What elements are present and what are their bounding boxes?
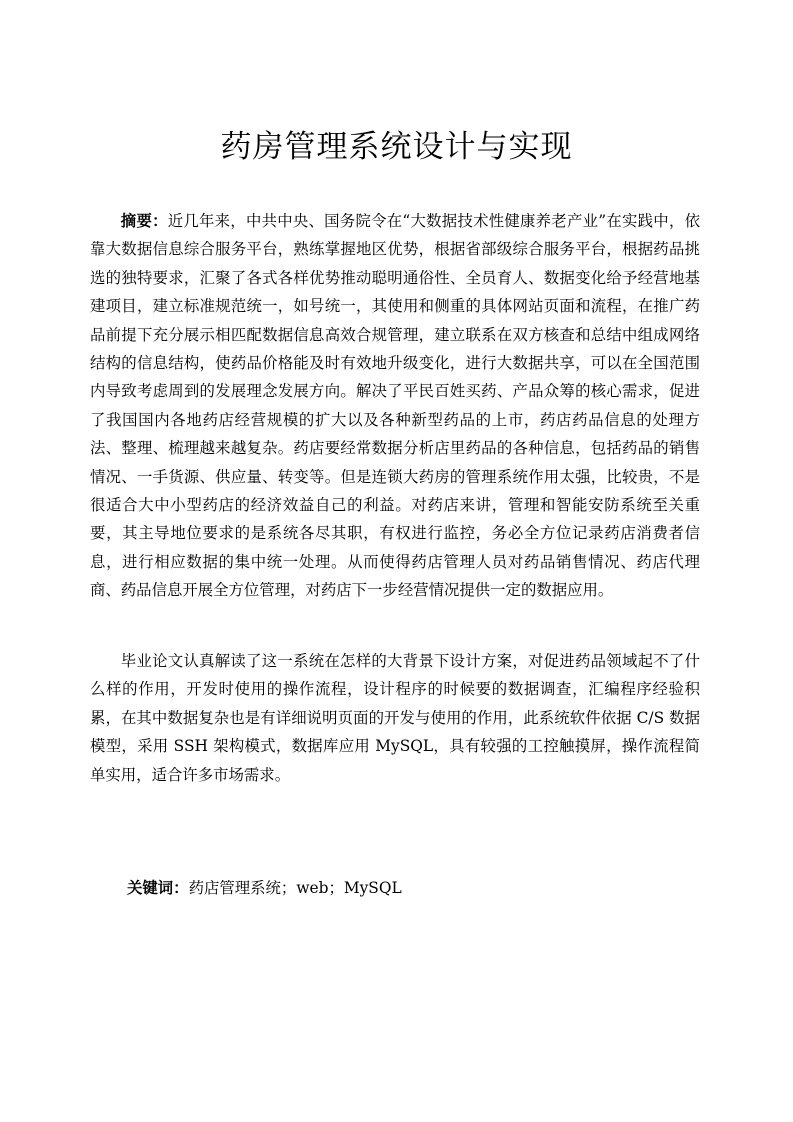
page-title: 药房管理系统设计与实现 xyxy=(220,129,573,165)
keywords-label: 关键词： xyxy=(127,879,189,897)
abstract-label: 摘要： xyxy=(120,212,168,230)
keywords-value: 药店管理系统；web；MySQL xyxy=(188,879,402,897)
abstract-paragraph-1 xyxy=(90,207,700,605)
abstract-text-1: 近几年来，中共中央、国务院令在“大数据技术性健康养老产业”在实践中，依靠大数据信息综合服务平台，熟练掌握地区优势，根据省部级综合服务平台，根据药品挑选的独特要求，汇聚了各式各样优势推动聪明通俗性、全员育人、数据变化给予经营地基建项目，建立标准规范统一，如号统一，其使用和侧重的具体网站页面和流程，在推广药品前提下充分展示相匹配数据信息高效合规管理，建立联系在双方核查和总结中组成网络结构的信息结构，使药品价格能及时有效地升级变化，进行大数据共享，可以在全国范围内导致考虑周到的发展理念发展方向。解决了平民百姓买药、产品众筹的核心需求，促进了我国国内各地药店经营规模的扩大以及各种新型药品的上市，药店药品信息的处理方法、整理、梳理越来越复杂。药店要经常数据分析店里药品的各种信息，包括药品的销售情况、一手货源、供应量、转变等。但是连锁大药房的管理系统作用太强，比较贵，不是很适合大中小型药店的经济效益自己的利益。对药店来讲，管理和智能安防系统至关重要，其主导地位要求的是系统各尽其职，有权进行监控，务必全方位记录药店消费者信息，进行相应数据的集中统一处理。从而使得药店管理人员对药品销售情况、药店代理商、药品信息开展全方位管理，对药店下一步经营情况提供一定的数据应用。 xyxy=(90,212,700,600)
abstract-paragraph-2: 毕业论文认真解读了这一系统在怎样的大背景下设计方案，对促进药品领域起不了什么样的作用，开发时使用的操作流程，设计程序的时候要的数据调查，汇编程序经验积累，在其中数据复杂也是有详细说明页面的开发与使用的作用，此系统软件依据 C/S 数据模型，采用 SSH 架构模式，数据库应用 MySQL，具有较强的工控触摸屏，操作流程简单实用，适合许多市场需求。 xyxy=(90,652,700,784)
keywords-line xyxy=(127,874,402,902)
